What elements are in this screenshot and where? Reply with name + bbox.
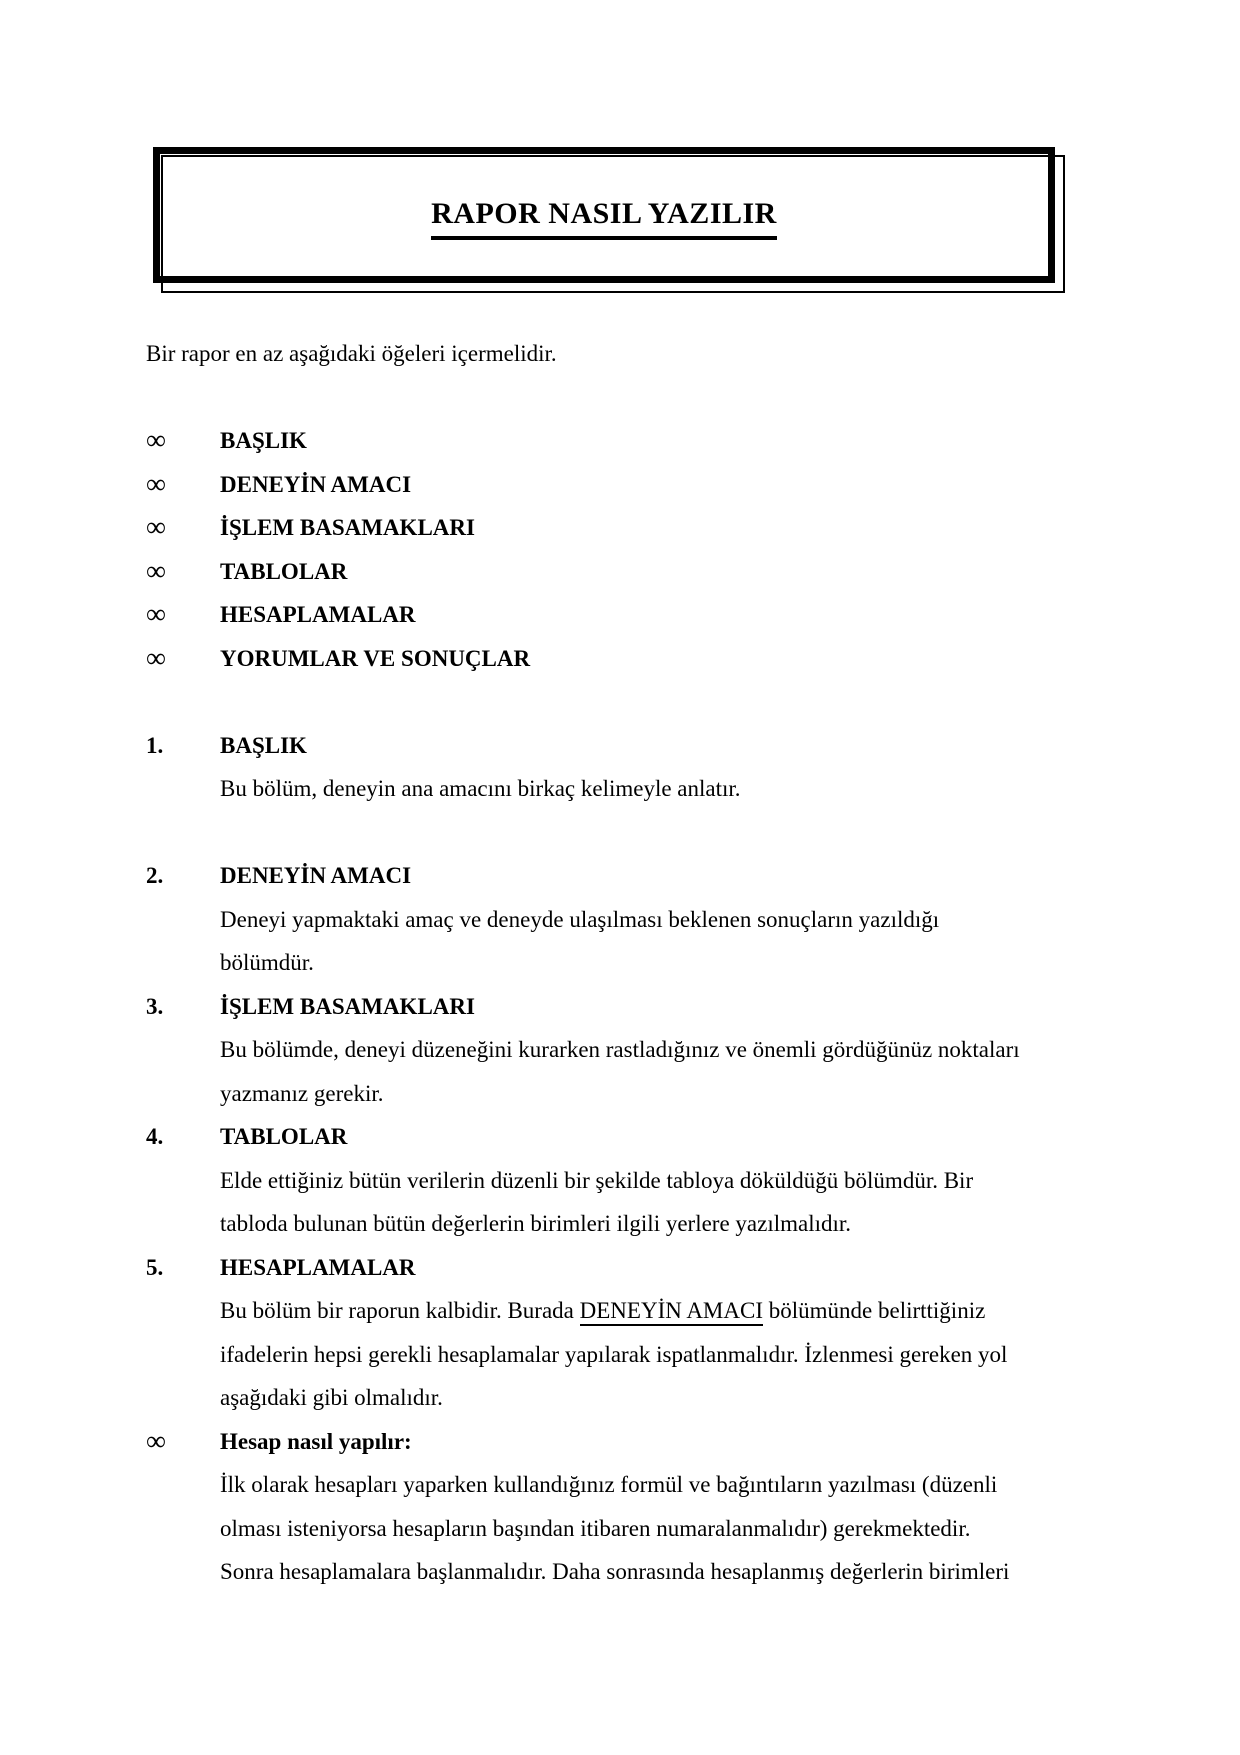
section-body-line: Bu bölüm, deneyin ana amacını birkaç kelimeyle anlatır. [220,776,741,801]
section-heading: DENEYİN AMACI [220,863,412,888]
section-heading: HESAPLAMALAR [220,1254,416,1280]
bullet-item [146,550,1106,594]
infinity-bullet-icon: ∞ [146,1425,166,1457]
title-frame-inner [160,154,1048,276]
title-frame [153,147,1055,283]
section-body-line: bölümdür. [220,950,314,975]
section-body-line: ifadelerin hepsi gerekli hesaplamalar yapılarak ispatlanmalıdır. İzlenmesi gereken yol [220,1341,1008,1367]
spacer [146,376,1106,420]
bullet-label: BAŞLIK [220,428,307,453]
section-body-line: Elde ettiğiniz bütün verilerin düzenli bir şekilde tabloya döküldüğü bölümdür. Bir [220,1167,974,1193]
section-tablolar [146,1115,1106,1246]
infinity-bullet-icon: ∞ [146,642,166,674]
subnote-hesap-nasil-yapilir [146,1420,1106,1594]
section-number: 1. [146,732,164,758]
bullet-label: TABLOLAR [220,558,348,584]
subnote-heading-row [146,1420,1106,1464]
section-baslik [146,724,1106,811]
infinity-bullet-icon: ∞ [146,512,166,543]
subnote-heading: Hesap nasıl yapılır: [220,1428,412,1454]
section-heading-row [146,854,1106,898]
intro-paragraph: Bir rapor en az aşağıdaki öğeleri içermelidir. [146,341,557,366]
spacer [146,680,1106,724]
bullet-label: HESAPLAMALAR [220,602,416,627]
section-hesaplamalar [146,1246,1106,1420]
bullet-item [146,506,1106,550]
section-body-line [220,1289,1106,1333]
infinity-bullet-icon: ∞ [146,425,166,456]
section-body-line: aşağıdaki gibi olmalıdır. [220,1385,443,1410]
body-text-segment: bölümünde belirttiğiniz [763,1298,986,1323]
section-heading-row [146,1246,1106,1290]
subnote-body-line: İlk olarak hesapları yaparken kullandığınız formül ve bağıntıların yazılması (düzenli [220,1472,998,1497]
section-number: 4. [146,1124,164,1149]
bullet-label: YORUMLAR VE SONUÇLAR [220,645,531,671]
bullet-list [146,419,1106,680]
section-deneyin-amaci [146,854,1106,985]
section-heading: TABLOLAR [220,1124,348,1149]
bullet-label: DENEYİN AMACI [220,471,412,497]
document-body [146,332,1106,1594]
bullet-label: İŞLEM BASAMAKLARI [220,515,475,540]
section-heading: İŞLEM BASAMAKLARI [220,993,475,1019]
section-heading-row [146,985,1106,1029]
subnote-body-line: olması isteniyorsa hesapların başından itibaren numaralanmalıdır) gerekmektedir. [220,1515,971,1541]
section-number: 2. [146,863,164,888]
inline-underlined-term: DENEYİN AMACI [580,1298,763,1326]
bullet-item [146,593,1106,637]
section-number: 5. [146,1254,164,1280]
section-number: 3. [146,993,164,1019]
bullet-item [146,463,1106,507]
infinity-bullet-icon: ∞ [146,555,166,587]
document-title: RAPOR NASIL YAZILIR [431,197,777,240]
section-islem-basamaklari [146,985,1106,1116]
bullet-item [146,419,1106,463]
body-text-segment: Bu bölüm bir raporun kalbidir. Burada [220,1298,580,1323]
section-body-line: yazmanız gerekir. [220,1080,384,1106]
subnote-body-line: Sonra hesaplamalara başlanmalıdır. Daha sonrasında hesaplanmış değerlerin birimleri [220,1559,1010,1584]
infinity-bullet-icon: ∞ [146,468,166,500]
section-heading: BAŞLIK [220,732,307,758]
section-heading-row [146,1115,1106,1159]
infinity-bullet-icon: ∞ [146,599,166,630]
section-body-line: Deneyi yapmaktaki amaç ve deneyde ulaşılması beklenen sonuçların yazıldığı [220,906,940,932]
section-body-line: tabloda bulunan bütün değerlerin birimleri ilgili yerlere yazılmalıdır. [220,1211,852,1236]
section-heading-row [146,724,1106,768]
spacer [146,811,1106,855]
section-body-line: Bu bölümde, deneyi düzeneğini kurarken rastladığınız ve önemli gördüğünüz noktaları [220,1037,1020,1062]
bullet-item [146,637,1106,681]
